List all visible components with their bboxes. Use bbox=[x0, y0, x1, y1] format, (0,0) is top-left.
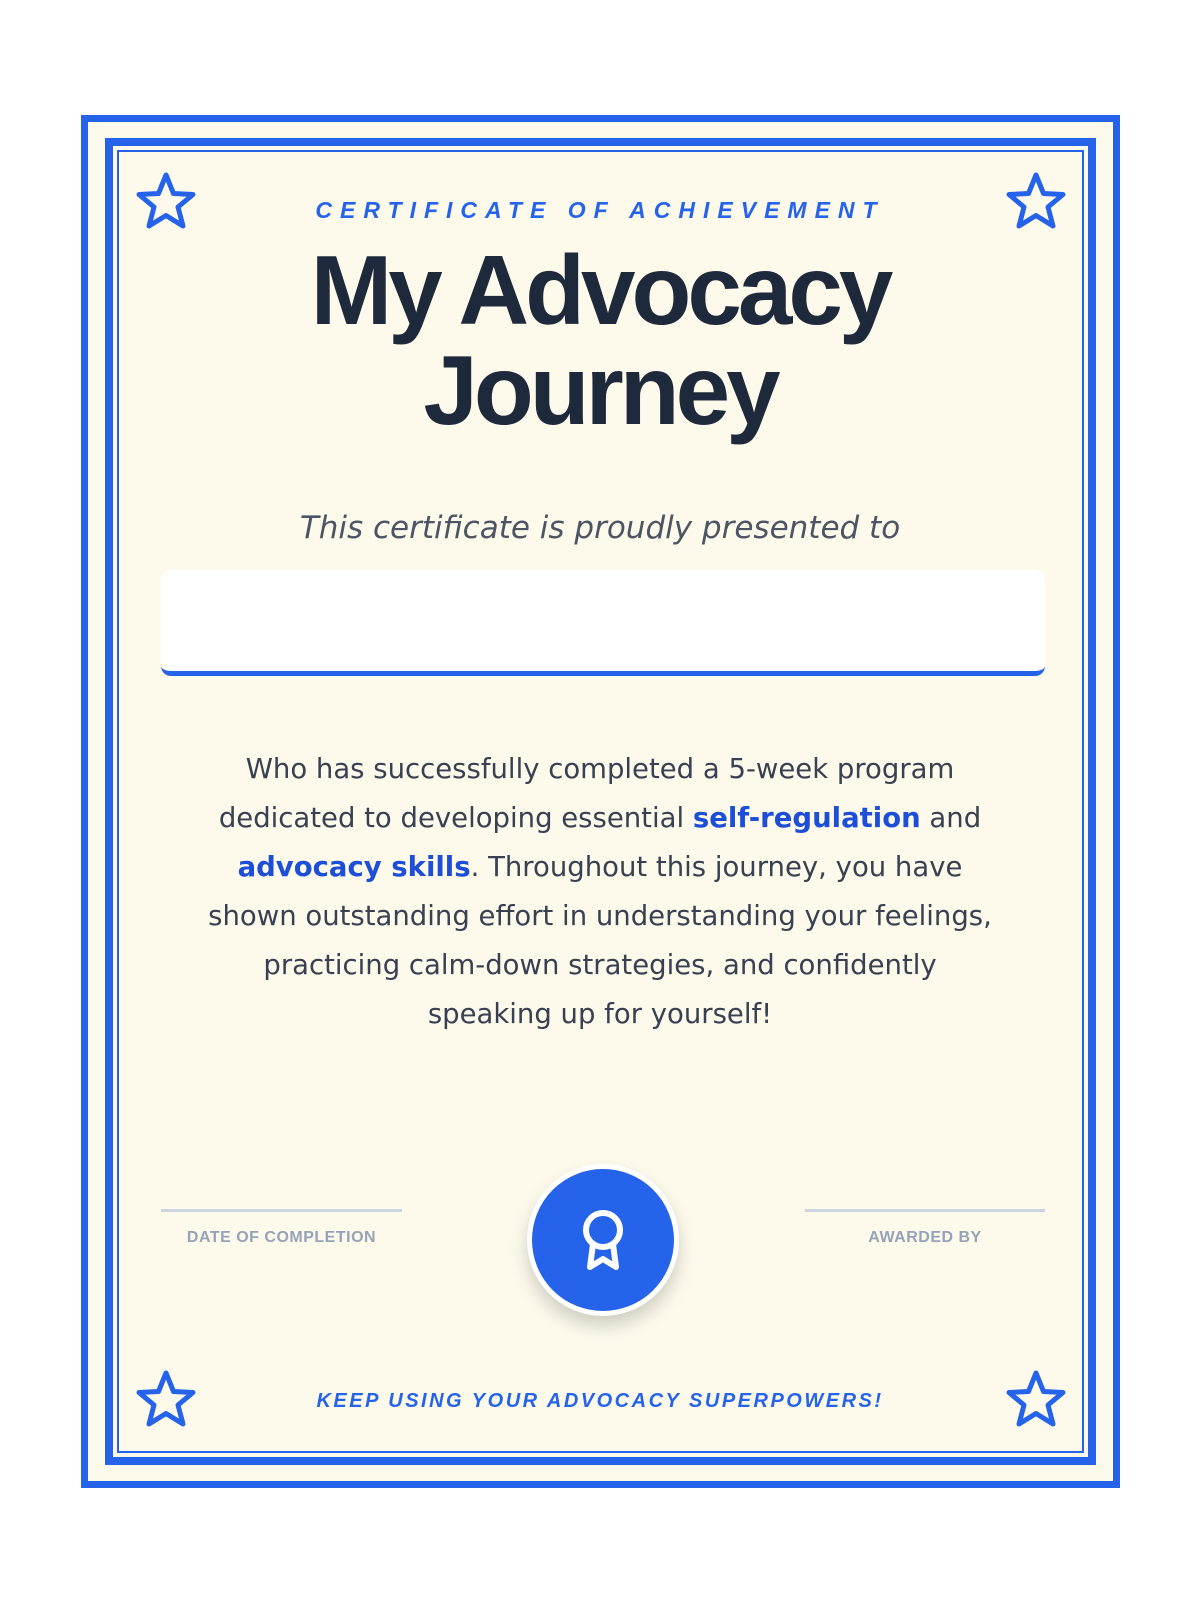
certificate-title bbox=[0, 235, 1200, 445]
highlight-self-regulation: self-regulation bbox=[692, 802, 921, 834]
certificate-body-text bbox=[200, 745, 1000, 1039]
body-text-part: and bbox=[920, 802, 982, 834]
awarded-by-label: AWARDED BY bbox=[868, 1229, 982, 1246]
date-of-completion-label: DATE OF COMPLETION bbox=[186, 1229, 377, 1246]
award-ribbon-icon bbox=[566, 1203, 640, 1277]
body-text-part: . Throughout this journey, you have shown outstanding effort in understanding your feelings, practicing calm-down strategies, and confidently speaking up for yourself! bbox=[208, 851, 992, 1030]
recipient-name-input[interactable] bbox=[161, 570, 1045, 676]
footer-motto: KEEP USING YOUR ADVOCACY SUPERPOWERS! bbox=[316, 1390, 884, 1412]
certificate-subtitle: CERTIFICATE OF ACHIEVEMENT bbox=[315, 197, 885, 223]
title-line-1: My Advocacy bbox=[310, 235, 890, 345]
body-text-part: Who has successfully completed a 5-week program dedicated to developing essential bbox=[218, 753, 955, 834]
title-line-2: Journey bbox=[423, 335, 777, 445]
date-signature-line bbox=[161, 1209, 402, 1212]
awarded-by-signature-line bbox=[805, 1209, 1045, 1212]
highlight-advocacy-skills: advocacy skills bbox=[237, 851, 471, 883]
presented-to-text: This certificate is proudly presented to bbox=[299, 510, 901, 546]
award-seal bbox=[527, 1164, 679, 1316]
